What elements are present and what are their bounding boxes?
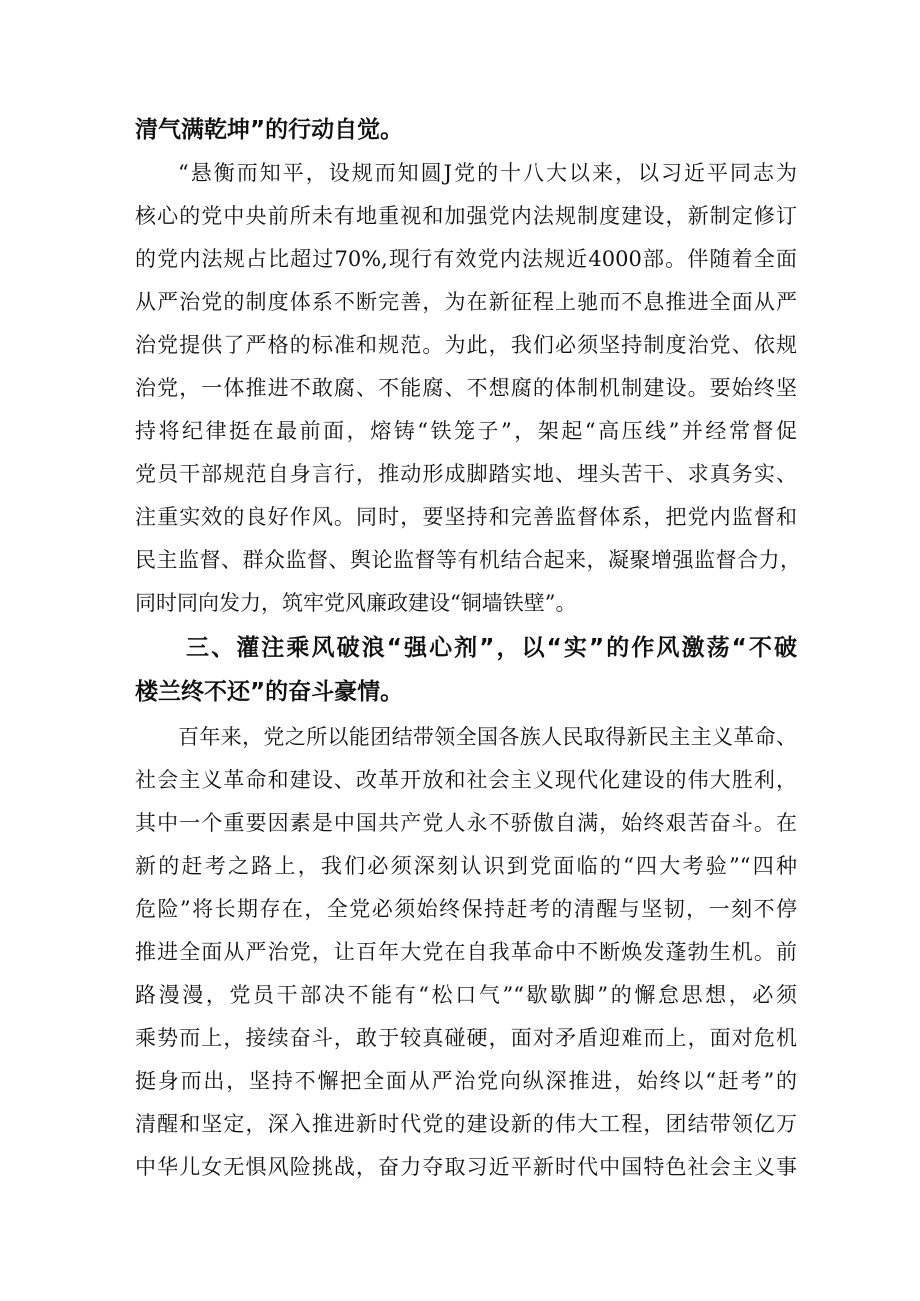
paragraph-line: 治党，一体推进不敢腐、不能腐、不想腐的体制机制建设。要始终坚 [135,376,797,400]
paragraph-line: 治党提供了严格的标准和规范。为此，我们必须坚持制度治党、依规 [135,333,797,357]
paragraph-line: 从严治党的制度体系不断完善，为在新征程上驰而不息推进全面从严 [135,290,797,314]
paragraph-line: 新的赶考之路上，我们必须深刻认识到党面临的“四大考验”“四种 [135,854,797,878]
section-heading: 三、灌注乘风破浪“强心剂”，以“实”的作风激荡“不破 [186,635,797,661]
paragraph-line: 中华儿女无惧风险挑战，奋力夺取习近平新时代中国特色社会主义事 [135,1155,797,1179]
paragraph-line: 持将纪律挺在最前面，熔铸“铁笼子”，架起“高压线”并经常督促 [135,419,797,443]
paragraph-line: 路漫漫，党员干部决不能有“松口气”“歇歇脚”的懈怠思想，必须 [135,983,797,1007]
paragraph-line: 推进全面从严治党，让百年大党在自我革命中不断焕发蓬勃生机。前 [135,940,797,964]
paragraph-line: 清醒和坚定，深入推进新时代党的建设新的伟大工程，团结带领亿万 [135,1112,797,1136]
paragraph-line: 挺身而出，坚持不懈把全面从严治党向纵深推进，始终以“赶考”的 [135,1069,797,1093]
paragraph-line: 乘势而上，接续奋斗，敢于较真碰硬，面对矛盾迎难而上，面对危机 [135,1026,797,1050]
paragraph-line: “悬衡而知平，设规而知圆J党的十八大以来，以习近平同志为 [178,161,797,185]
heading-continuation: 清气满乾坤”的行动自觉。 [135,117,404,143]
paragraph-line: 百年来，党之所以能团结带领全国各族人民取得新民主主义革命、 [178,725,797,749]
section-heading-continuation: 楼兰终不还”的奋斗豪情。 [135,679,404,705]
paragraph-line: 其中一个重要因素是中国共产党人永不骄傲自满，始终艰苦奋斗。在 [135,811,797,835]
paragraph-line: 核心的党中央前所未有地重视和加强党内法规制度建设，新制定修订 [135,204,797,228]
paragraph-line: 危险”将长期存在，全党必须始终保持赶考的清醒与坚韧，一刻不停 [135,897,797,921]
paragraph-line: 社会主义革命和建设、改革开放和社会主义现代化建设的伟大胜利， [135,768,797,792]
paragraph-line: 注重实效的良好作风。同时，要坚持和完善监督体系，把党内监督和 [135,505,797,529]
paragraph-line: 同时同向发力，筑牢党风廉政建设“铜墙铁壁”。 [135,591,577,615]
paragraph-line: 的党内法规占比超过70%,现行有效党内法规近4000部。伴随着全面 [135,247,797,271]
paragraph-line: 党员干部规范自身言行，推动形成脚踏实地、埋头苦干、求真务实、 [135,462,797,486]
paragraph-line: 民主监督、群众监督、舆论监督等有机结合起来，凝聚增强监督合力， [135,548,801,572]
